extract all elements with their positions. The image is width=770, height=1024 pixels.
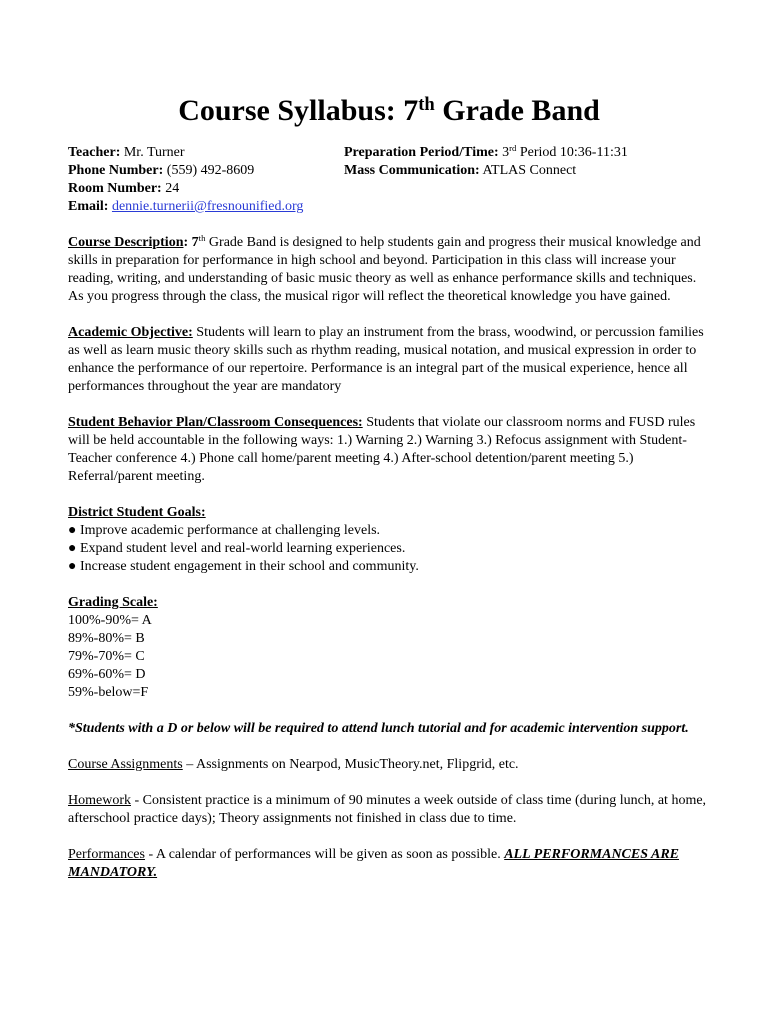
teacher-line: Teacher: Mr. Turner [68, 145, 185, 160]
phone-line: Phone Number: (559) 492-8609 [68, 163, 255, 178]
grading-scale [68, 594, 708, 702]
list-item: ● Increase student engagement in their school and community. [68, 559, 419, 574]
contact-info-right [344, 144, 708, 216]
behavior-plan: Student Behavior Plan/Classroom Consequences: Students that violate our classroom norms and FUSD rules will be held accountable in the following ways: 1.) Warning 2.) Warning 3.) Refocus assignment with Student-Teacher conference 4.) Phone call home/parent meeting 4.) After-school detention/parent meeting 5.) Referral/parent meeting. [68, 415, 696, 484]
performances: Performances - A calendar of performances will be given as soon as possible. ALL PERFORMANCES ARE MANDATORY. [68, 847, 680, 880]
grade-row: 79%-70%= C [68, 649, 145, 664]
room-line: Room Number: 24 [68, 181, 180, 196]
academic-objective: Academic Objective: Students will learn to play an instrument from the brass, woodwind, or percussion families as well as learn music theory skills such as rhythm reading, musical notation, and musical expression in order to enhance the performance of our repertoire. Performance is an integral part of the musical experience, hence all performances throughout the year are mandatory [68, 325, 704, 394]
mass-communication-line: Mass Communication: ATLAS Connect [344, 163, 577, 178]
course-assignments: Course Assignments – Assignments on Nearpod, MusicTheory.net, Flipgrid, etc. [68, 757, 519, 772]
grading-scale-heading: Grading Scale: [68, 595, 158, 610]
district-goals-heading: District Student Goals: [68, 505, 206, 520]
district-goals [68, 504, 708, 576]
tutorial-note: *Students with a D or below will be required to attend lunch tutorial and for academic intervention support. [68, 721, 689, 736]
course-description: Course Description: 7th Grade Band is designed to help students gain and progress their musical knowledge and skills in preparation for performance in high school and beyond. Participation in this class will increase your reading, writing, and understanding of basic music theory as well as enhance performance skills and techniques. As you progress through the class, the musical rigor will reflect the theoretical knowledge you have gained. [68, 233, 701, 304]
homework: Homework - Consistent practice is a minimum of 90 minutes a week outside of class time (during lunch, at home, afterschool practice days); Theory assignments not finished in class due to time. [68, 793, 707, 826]
district-goals-list [68, 522, 708, 576]
contact-info-left [68, 144, 344, 216]
grade-row: 100%-90%= A [68, 613, 152, 628]
contact-info [68, 144, 708, 216]
email-line: Email: dennie.turnerii@fresnounified.org [68, 199, 304, 214]
performances-emphasis: ALL PERFORMANCES ARE MANDATORY. [68, 847, 680, 880]
page-title: Course Syllabus: 7th Grade Band [178, 93, 600, 127]
grade-row: 69%-60%= D [68, 667, 146, 682]
grade-row: 89%-80%= B [68, 631, 145, 646]
document-body [68, 92, 708, 882]
prep-period-line: Preparation Period/Time: 3rd Period 10:36-11:31 [344, 143, 628, 160]
list-item: ● Expand student level and real-world learning experiences. [68, 541, 406, 556]
list-item: ● Improve academic performance at challenging levels. [68, 523, 381, 538]
email-link[interactable]: dennie.turnerii@fresnounified.org [111, 199, 304, 214]
grade-row: 59%-below=F [68, 685, 149, 700]
